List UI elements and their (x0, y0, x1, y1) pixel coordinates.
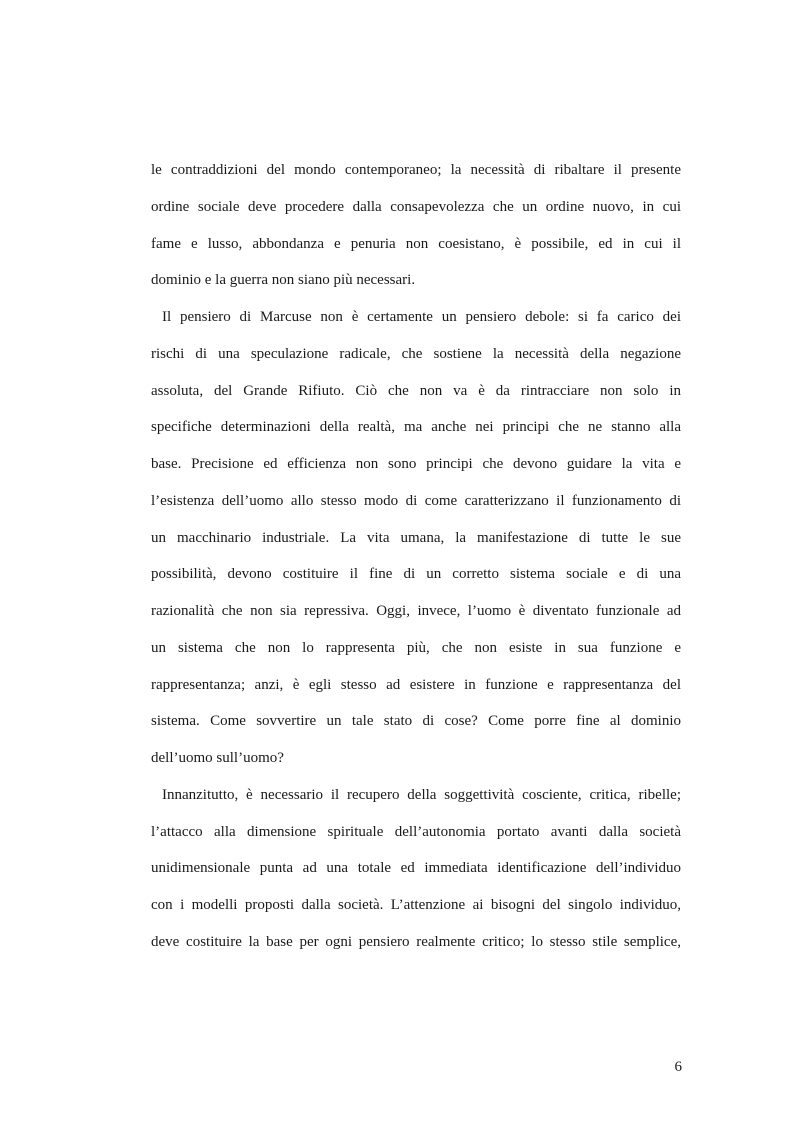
body-text (151, 155, 681, 964)
text-line: specifiche determinazioni della realtà, ma anche nei principi che ne stanno alla (151, 419, 681, 436)
text-line: unidimensionale punta ad una totale ed immediata identificazione dell’individuo (151, 860, 681, 877)
text-line: possibilità, devono costituire il fine di un corretto sistema sociale e di una (151, 566, 681, 583)
text-line: l’attacco alla dimensione spirituale dell’autonomia portato avanti dalla società (151, 823, 681, 840)
text-line: le contraddizioni del mondo contemporaneo; la necessità di ribaltare il presente (151, 162, 681, 178)
text-line: razionalità che non sia repressiva. Oggi, invece, l’uomo è diventato funzionale ad (151, 603, 681, 619)
text-line: dominio e la guerra non siano più necessari. (151, 272, 416, 289)
text-line: rischi di una speculazione radicale, che sostiene la necessità della negazione (151, 345, 681, 362)
text-line: un macchinario industriale. La vita umana, la manifestazione di tutte le sue (151, 529, 681, 546)
text-line: assoluta, del Grande Rifiuto. Ciò che non va è da rintracciare non solo in (151, 382, 681, 399)
text-line: l’esistenza dell’uomo allo stesso modo di come caratterizzano il funzionamento di (151, 492, 681, 509)
text-line: fame e lusso, abbondanza e penuria non coesistano, è possibile, ed in cui il (151, 235, 681, 252)
text-line: dell’uomo sull’uomo? (151, 750, 284, 766)
text-line: con i modelli proposti dalla società. L’attenzione ai bisogni del singolo individuo, (151, 897, 681, 913)
text-line: base. Precisione ed efficienza non sono principi che devono guidare la vita e (151, 456, 681, 472)
text-line: un sistema che non lo rappresenta più, che non esiste in sua funzione e (151, 639, 681, 656)
page-number: 6 (674, 1059, 682, 1075)
text-line: ordine sociale deve procedere dalla consapevolezza che un ordine nuovo, in cui (151, 198, 681, 215)
text-line: deve costituire la base per ogni pensiero realmente critico; lo stesso stile semplice, (151, 933, 681, 950)
text-line: Il pensiero di Marcuse non è certamente un pensiero debole: si fa carico dei (162, 309, 681, 325)
text-line: rappresentanza; anzi, è egli stesso ad esistere in funzione e rappresentanza del (151, 676, 681, 693)
text-line: sistema. Come sovvertire un tale stato di cose? Come porre fine al dominio (151, 713, 681, 730)
text-line: Innanzitutto, è necessario il recupero della soggettività cosciente, critica, ribelle; (162, 786, 681, 803)
